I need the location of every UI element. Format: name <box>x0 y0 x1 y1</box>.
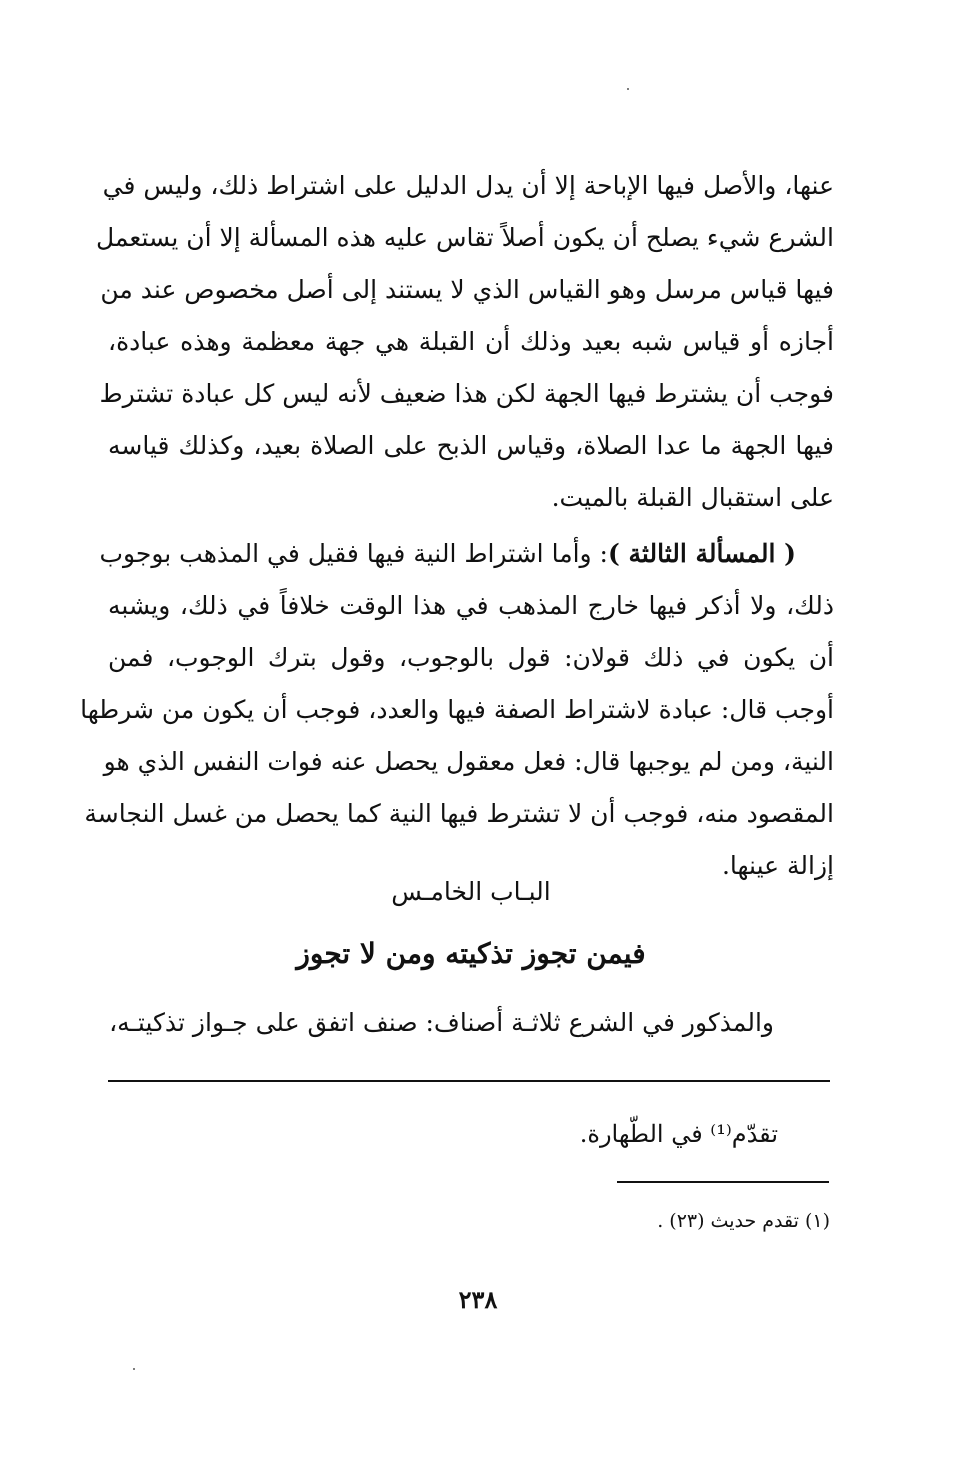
scan-speck <box>133 1368 135 1370</box>
footnote-separator-long <box>108 1080 830 1082</box>
footnote-separator-short <box>617 1181 829 1183</box>
paragraph1-line-4: أجازه أو قياس شبه بعيد وذلك أن القبلة هي جهة معظمة وهذه عبادة، <box>108 327 834 356</box>
footnote-note: (١) تقدم حديث (٢٣) . <box>657 1210 830 1232</box>
scan-speck <box>627 88 629 90</box>
chapter-label: البـاب الخامـس <box>391 877 551 906</box>
paragraph2-line-4: أوجب قال: عبادة لاشتراط الصفة فيها والعدد، فوجب أن يكون من شرطها <box>80 695 834 724</box>
page-number: ٢٣٨ <box>458 1285 498 1314</box>
paragraph1-line-3: فيها قياس مرسل وهو القياس الذي لا يستند إلى أصل مخصوص عند من <box>100 275 834 304</box>
paragraph2-line-3: أن يكون في ذلك قولان: قول بالوجوب، وقول بترك الوجوب، فمن <box>108 643 834 672</box>
paragraph2-line-7: إزالة عينها. <box>721 851 834 880</box>
paragraph2-line-2: ذلك، ولا أذكر فيها خارج المذهب في هذا الوقت خلافاً في ذلك، ويشبه <box>108 591 834 620</box>
paragraph1-line-2: الشرع شيء يصلح أن يكون أصلاً تقاس عليه هذه المسألة إلا أن يستعمل <box>96 223 834 252</box>
section-title-issue-three: ( المسألة الثالثة ) <box>607 539 796 568</box>
paragraph3-line-1: والمذكور في الشرع ثلاثـة أصناف: صنف اتفق على جـواز تذكيتـه، <box>109 1008 774 1037</box>
paragraph2-lead-text: : وأما اشتراط النية فيها فقيل في المذهب بوجوب <box>99 539 608 568</box>
paragraph1-line-6: فيها الجهة ما عدا الصلاة، وقياس الذبح على الصلاة بعيد، وكذلك قياسه <box>108 431 834 460</box>
paragraph1-line-5: فوجب أن يشترط فيها الجهة لكن هذا ضعيف لأنه ليس كل عبادة تشترط <box>99 379 834 408</box>
paragraph2-line-6: المقصود منه، فوجب أن لا تشترط فيها النية كما يحصل من غسل النجاسة <box>84 799 834 828</box>
chapter-title: فيمن تجوز تذكيته ومن لا تجوز <box>296 937 646 970</box>
footnote-block-text: تقدّم⁽¹⁾ في الطّهارة. <box>579 1120 778 1148</box>
paragraph1-line-7: على استقبال القبلة بالميت. <box>551 483 834 512</box>
paragraph2-line-5: النية، ومن لم يوجبها قال: فعل معقول يحصل عنه فوات النفس الذي هو <box>103 747 834 776</box>
paragraph1-line-1: عنها، والأصل فيها الإباحة إلا أن يدل الدليل على اشتراط ذلك، وليس في <box>102 171 834 200</box>
paragraph2-line-1 <box>99 528 834 580</box>
